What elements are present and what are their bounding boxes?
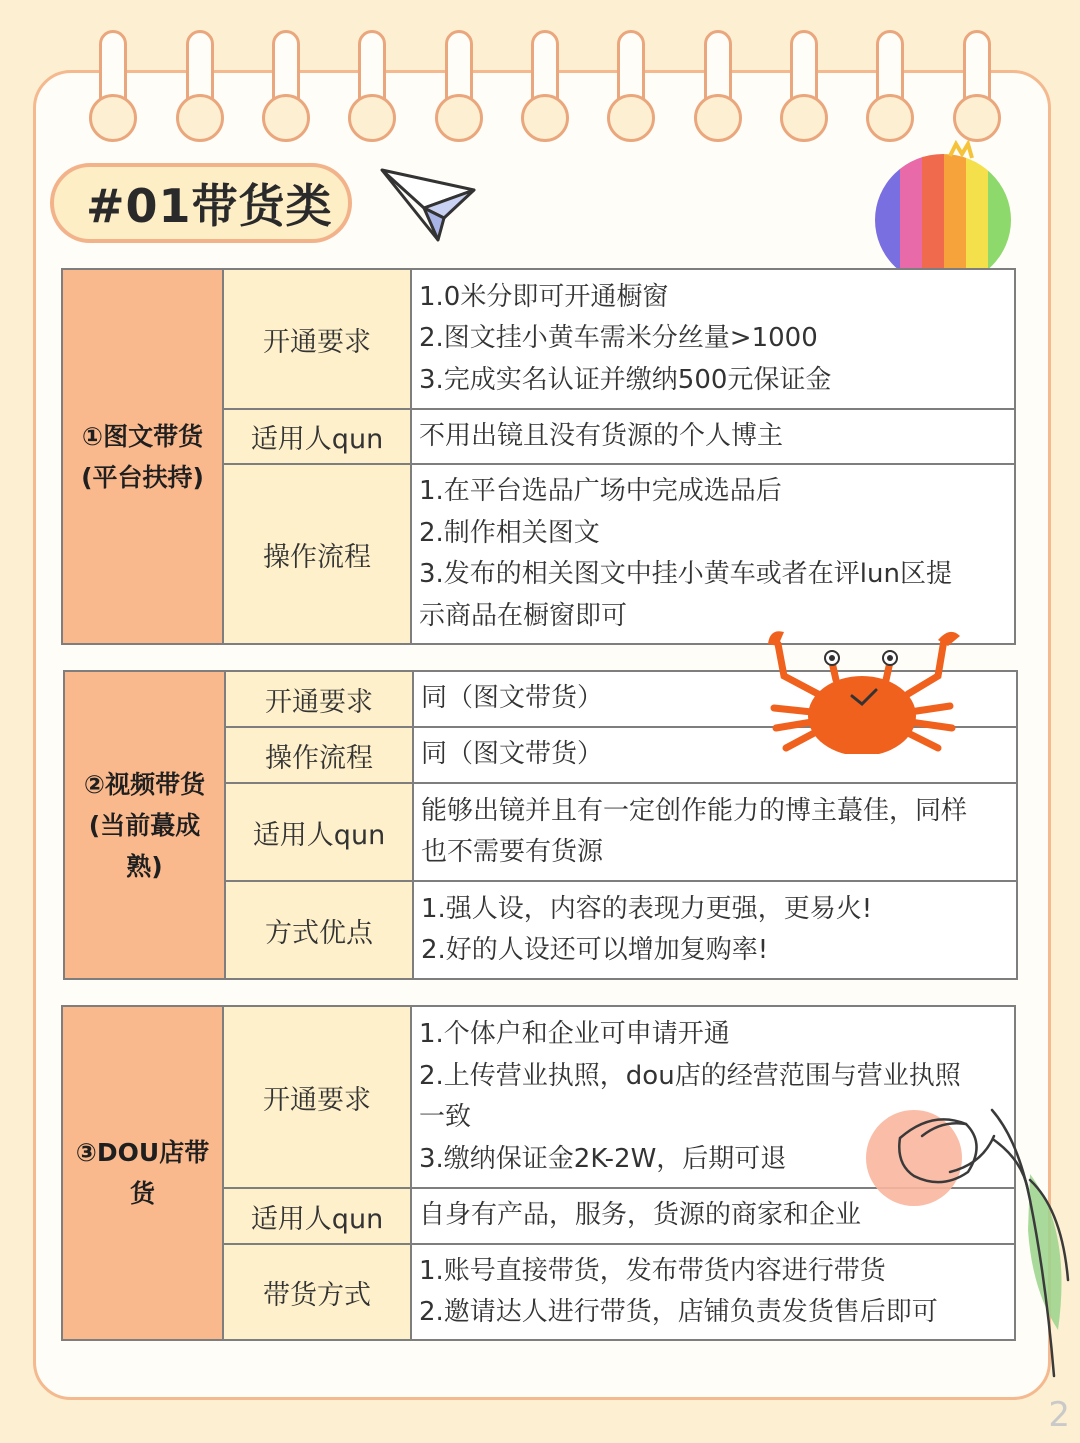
row-value: 1.强人设，内容的表现力更强，更易火! 2.好的人设还可以增加复购率! bbox=[413, 881, 1017, 979]
row-key: 操作流程 bbox=[223, 464, 411, 644]
row-value: 同（图文带货） bbox=[413, 671, 1017, 727]
row-key: 适用人qun bbox=[225, 783, 413, 881]
category-cell: ③DOU店带 货 bbox=[62, 1006, 223, 1340]
section-title-pill bbox=[50, 163, 352, 243]
row-value: 1.个体户和企业可申请开通 2.上传营业执照，dou店的经营范围与营业执照 一致 3.缴纳保证金2K-2W，后期可退 bbox=[411, 1006, 1015, 1188]
row-value: 自身有产品，服务，货源的商家和企业 bbox=[411, 1188, 1015, 1244]
row-key: 方式优点 bbox=[225, 881, 413, 979]
row-value: 能够出镜并且有一定创作能力的博主蕞佳，同样 也不需要有货源 bbox=[413, 783, 1017, 881]
row-key: 开通要求 bbox=[223, 1006, 411, 1188]
row-value: 1.在平台选品广场中完成选品后 2.制作相关图文 3.发布的相关图文中挂小黄车或者在评lun区提 示商品在橱窗即可 bbox=[411, 464, 1015, 644]
row-value: 1.0米分即可开通橱窗 2.图文挂小黄车需米分丝量>1000 3.完成实名认证并缴纳500元保证金 bbox=[411, 269, 1015, 409]
row-key: 开通要求 bbox=[223, 269, 411, 409]
page-title: #01带货类 bbox=[86, 179, 333, 233]
row-key: 开通要求 bbox=[225, 671, 413, 727]
row-key: 带货方式 bbox=[223, 1244, 411, 1340]
row-value: 1.账号直接带货，发布带货内容进行带货 2.邀请达人进行带货，店铺负责发货售后即可 bbox=[411, 1244, 1015, 1340]
tulip-flower-icon bbox=[862, 1080, 1080, 1380]
row-value: 不用出镜且没有货源的个人博主 bbox=[411, 409, 1015, 464]
category-cell: ①图文带货 (平台扶持) bbox=[62, 269, 223, 644]
paper-plane-icon bbox=[378, 164, 478, 244]
crab-icon bbox=[760, 624, 965, 754]
category-cell: ②视频带货 (当前蕞成 熟) bbox=[64, 671, 225, 979]
row-key: 适用人qun bbox=[223, 1188, 411, 1244]
section-table-1 bbox=[61, 268, 1016, 645]
row-key: 操作流程 bbox=[225, 727, 413, 783]
row-key: 适用人qun bbox=[223, 409, 411, 464]
row-value: 同（图文带货） bbox=[413, 727, 1017, 783]
page-number: 2 bbox=[1048, 1395, 1070, 1435]
